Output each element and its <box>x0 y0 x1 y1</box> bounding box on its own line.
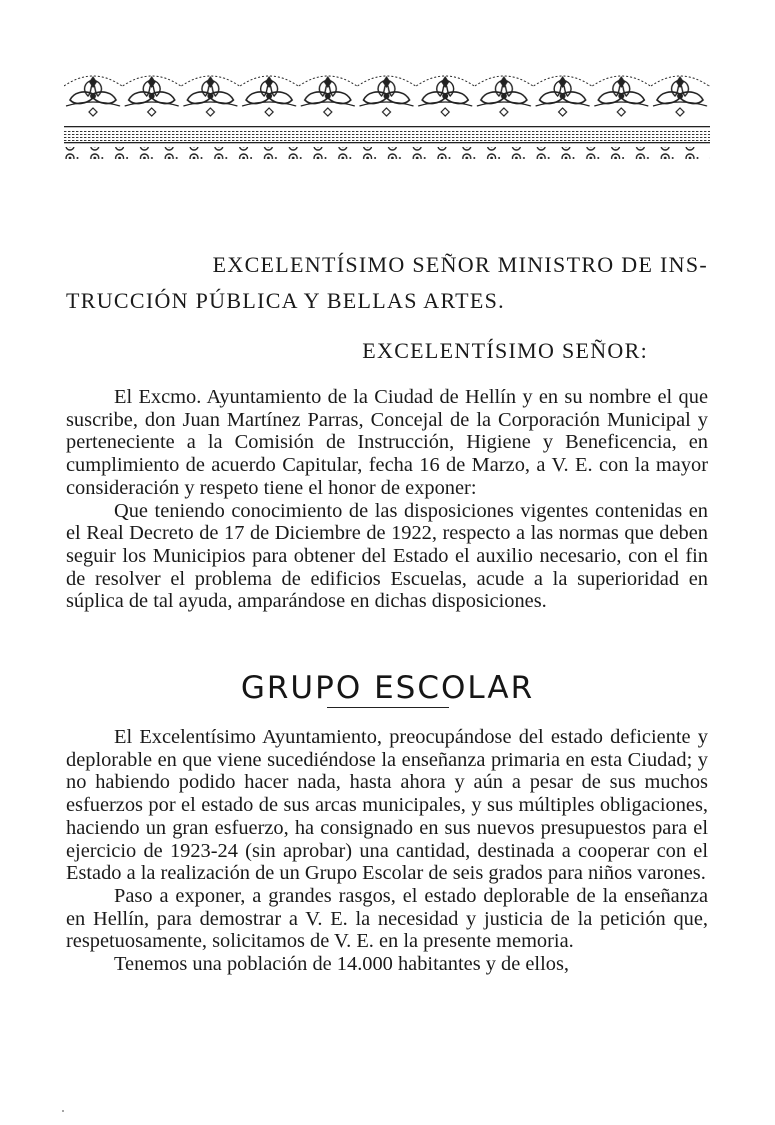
page-speck <box>62 1110 64 1112</box>
paragraph: Tenemos una población de 14.000 habitantes y de ellos, <box>114 953 569 976</box>
section-text <box>66 726 708 976</box>
addressee-line-2: TRUCCIÓN PÚBLICA Y BELLAS ARTES. <box>66 288 505 313</box>
paragraph: El Excmo. Ayuntamiento de la Ciudad de Hellín y en su nombre el que suscribe, don Juan Martínez Parras, Concejal de la Corporación Municipal y perteneciente a la Comisión de Instrucción, Higiene y Beneficencia, en cumplimiento de acuerdo Capitular, fecha 16 de Marzo, a V. E. con la mayor consideración y respeto tiene el honor de exponer: <box>66 386 708 499</box>
section-heading: GRUPO ESCOLAR <box>240 670 535 706</box>
addressee-line-1: EXCELENTÍSIMO SEÑOR MINISTRO DE INS- <box>212 252 708 277</box>
intro-text <box>66 386 708 613</box>
salutation: EXCELENTÍSIMO SEÑOR: <box>362 338 648 363</box>
heading-underline <box>327 707 449 708</box>
paragraph: Paso a exponer, a grandes rasgos, el estado deplorable de la enseñanza en Hellín, para demostrar a V. E. la necesidad y justicia de la petición que, respetuosamente, solicitamos de V. E. en la presente memoria. <box>66 884 708 953</box>
paragraph: Que teniendo conocimiento de las disposiciones vigentes contenidas en el Real Decreto de 17 de Diciembre de 1922, respecto a las normas que deben seguir los Municipios para obtener del Estado el auxilio necesario, con el fin de resolver el problema de edificios Escuelas, acude a la superioridad en súplica de tal ayuda, amparándose en dichas disposiciones. <box>66 499 708 613</box>
paragraph: El Excelentísimo Ayuntamiento, preocupándose del estado deficiente y deplorable en que viene sucediéndose la enseñanza primaria en esta Ciudad; y no habiendo podido hacer nada, hasta ahora y aún a pesar de sus muchos esfuerzos por el estado de sus arcas municipales, y sus múltiples obligaciones, haciendo un gran esfuerzo, ha consignado en sus nuevos presupuestos para el ejercicio de 1923-24 (sin aprobar) una cantidad, destinada a cooperar con el Estado a la realización de un Grupo Escolar de seis grados para niños varones. <box>66 726 708 885</box>
floral-border-ornament-icon <box>64 68 710 168</box>
